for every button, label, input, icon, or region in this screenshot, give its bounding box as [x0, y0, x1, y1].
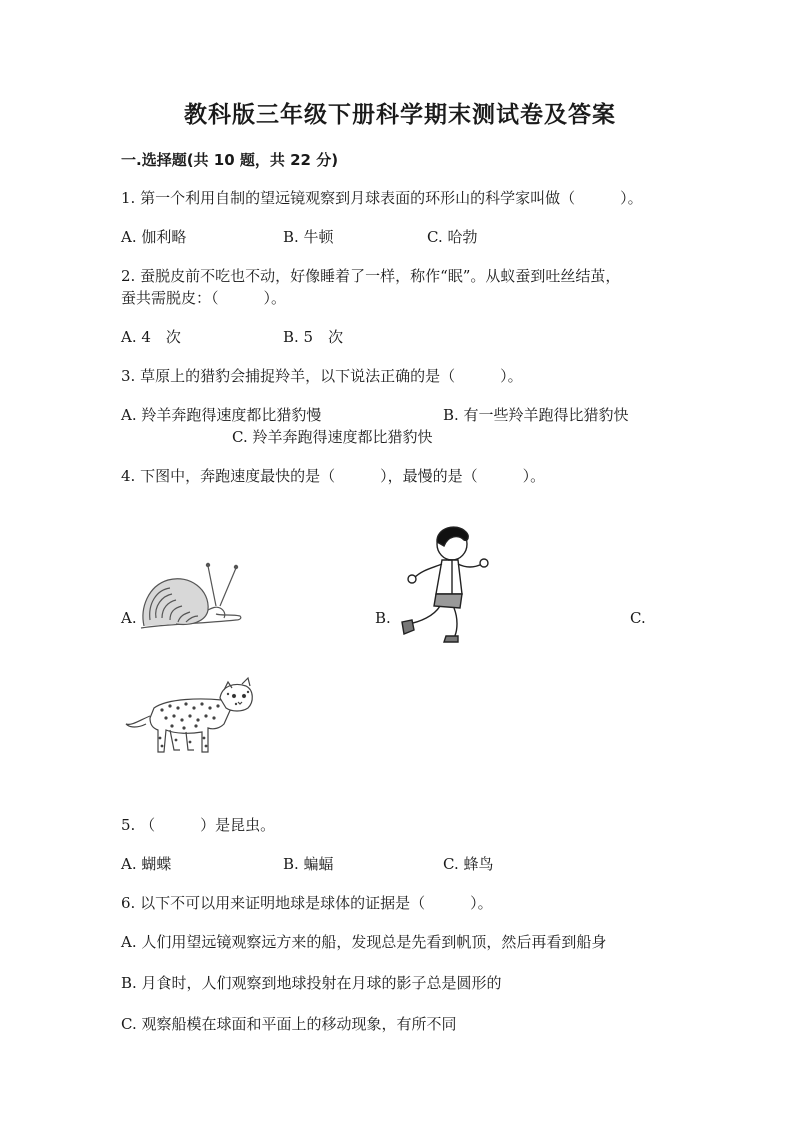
q5-option-c: C. 蜂鸟	[443, 855, 494, 873]
q2-option-a: A. 4 次	[121, 328, 181, 346]
q5-option-a: A. 蝴蝶	[121, 855, 172, 873]
q2-option-b: B. 5 次	[283, 328, 344, 346]
q4-option-a: A.	[121, 609, 137, 627]
q6-option-a: A. 人们用望远镜观察远方来的船，发现总是先看到帆顶，然后再看到船身	[121, 933, 607, 951]
question-1: 1. 第一个利用自制的望远镜观察到月球表面的环形山的科学家叫做（ ）。	[121, 189, 643, 207]
q3-option-c: C. 羚羊奔跑得速度都比猎豹快	[232, 428, 433, 446]
q1-option-a: A. 伽利略	[121, 228, 187, 246]
section-heading: 一.选择题(共 10 题，共 22 分)	[121, 151, 339, 169]
question-3: 3. 草原上的猎豹会捕捉羚羊，以下说法正确的是（ ）。	[121, 367, 523, 385]
q6-option-c: C. 观察船模在球面和平面上的移动现象，有所不同	[121, 1015, 457, 1033]
q3-option-a: A. 羚羊奔跑得速度都比猎豹慢	[121, 406, 322, 424]
q1-option-b: B. 牛顿	[283, 228, 334, 246]
q3-option-b: B. 有一些羚羊跑得比猎豹快	[443, 406, 629, 424]
question-5: 5. （ ）是昆虫。	[121, 816, 276, 834]
question-2-line-2: 蚕共需脱皮：（ ）。	[121, 289, 287, 307]
q5-option-b: B. 蝙蝠	[283, 855, 334, 873]
running-boy-image	[396, 524, 492, 644]
q6-option-b: B. 月食时，人们观察到地球投射在月球的影子总是圆形的	[121, 974, 502, 992]
question-4: 4. 下图中，奔跑速度最快的是（ ），最慢的是（ ）。	[121, 467, 546, 485]
q1-option-c: C. 哈勃	[427, 228, 478, 246]
question-2: 2. 蚕脱皮前不吃也不动，好像睡着了一样，称作“眠”。从蚁蚕到吐丝结茧，	[121, 267, 621, 285]
q4-option-b: B.	[375, 609, 391, 627]
snail-image	[136, 558, 246, 634]
page-title: 教科版三年级下册科学期末测试卷及答案	[184, 102, 616, 128]
q4-option-c: C.	[630, 609, 646, 627]
question-6: 6. 以下不可以用来证明地球是球体的证据是（ ）。	[121, 894, 493, 912]
leopard-image	[124, 676, 258, 760]
